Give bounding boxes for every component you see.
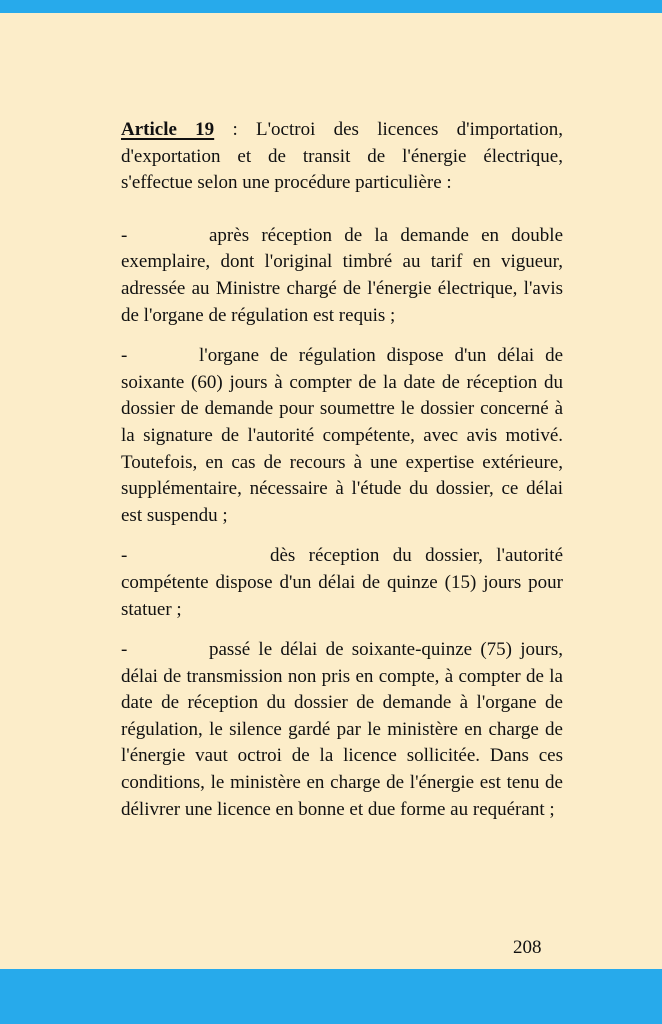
list-item-marker: - (121, 345, 128, 367)
list-item-text: après réception de la demande en double exemplaire, dont l'original timbré au tarif en vigueur, adressée au Ministre chargé de l'énergie électrique, l'avis de l'organe de régulation est requis ; (121, 224, 563, 326)
list-item (121, 223, 563, 329)
list-item-marker: - (121, 545, 128, 567)
page-number: 208 (513, 937, 542, 958)
article-intro-text: : L'octroi des licences d'importation, d'exportation et de transit de l'énergie électrique, s'effectue selon une procédure particulière : (121, 119, 564, 194)
top-band (0, 0, 662, 13)
list-item-text: dès réception du dossier, l'autorité compétente dispose d'un délai de quinze (15) jours pour statuer ; (121, 545, 563, 620)
article-intro (121, 117, 563, 197)
article-label: Article 19 (121, 119, 215, 140)
list-item-text: passé le délai de soixante-quinze (75) jours, délai de transmission non pris en compte, à compter de la date de réception du dossier de demande à l'organe de régulation, le silence gardé par le ministère en charge de l'énergie vaut octroi de la licence sollicitée. Dans ces conditions, le ministère en charge de l'énergie est tenu de délivrer une licence en bonne et due forme au requérant ; (121, 639, 563, 820)
list-item-marker: - (121, 224, 128, 246)
article-body (121, 117, 563, 837)
list-item (121, 343, 563, 529)
list-item (121, 637, 563, 823)
list-item-text: l'organe de régulation dispose d'un délai de soixante (60) jours à compter de la date de réception du dossier de demande pour soumettre le dossier concerné à la signature de l'autorité compétente, avec avis motivé. Toutefois, en cas de recours à une expertise extérieure, supplémentaire, nécessaire à l'étude du dossier, ce délai est suspendu ; (121, 345, 563, 526)
bottom-band (0, 969, 662, 1024)
list-item-marker: - (121, 639, 128, 661)
list-item (121, 543, 563, 623)
